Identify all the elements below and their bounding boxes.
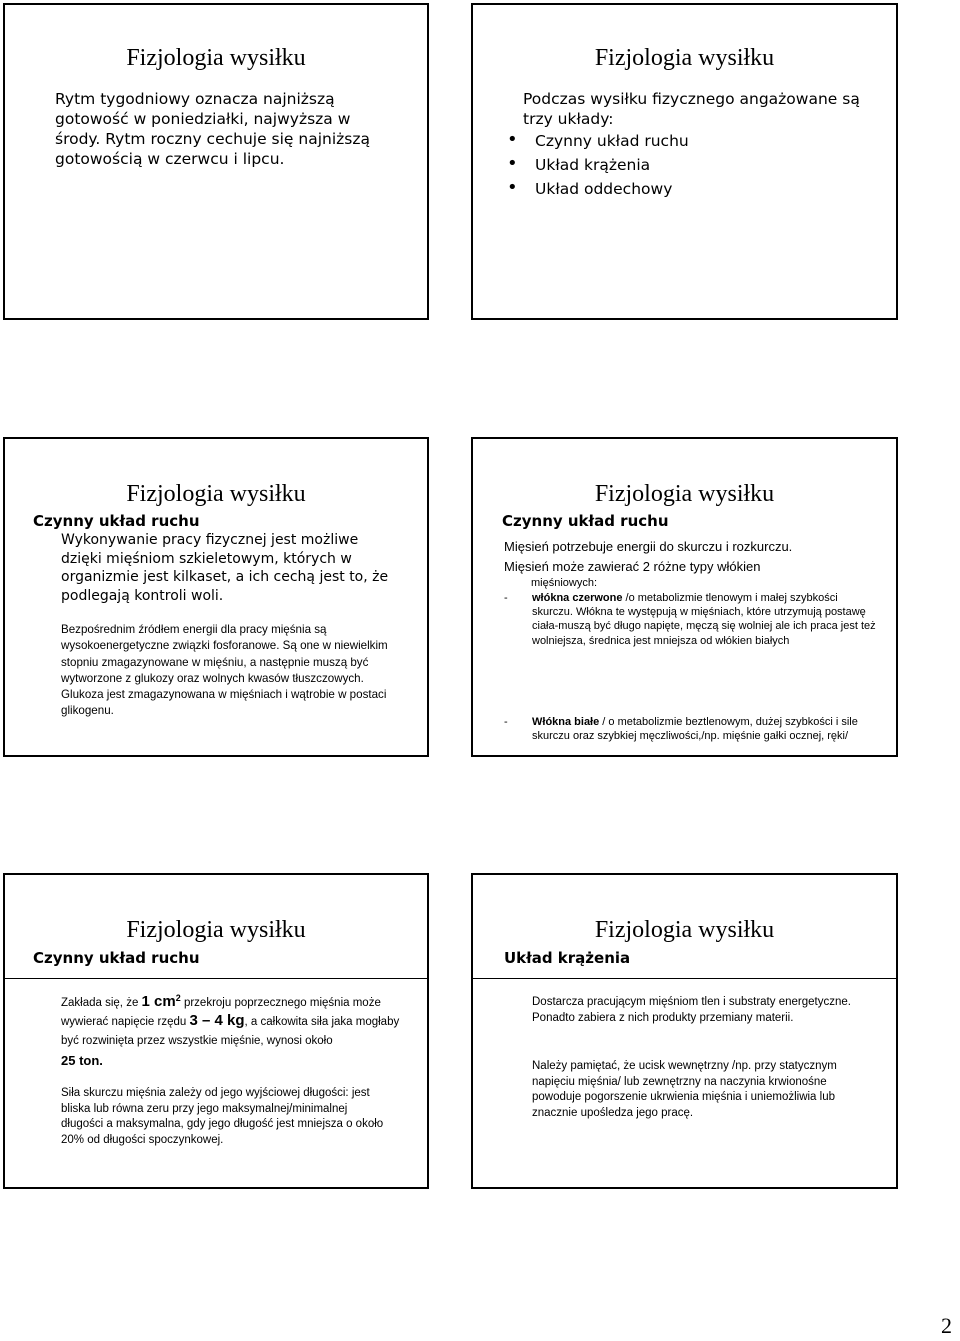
- text-span-bold: 25 ton.: [61, 1053, 103, 1069]
- slide-paragraph: [61, 989, 401, 1072]
- text-span-bold: 1 cm: [141, 992, 176, 1010]
- slide-2: [471, 3, 898, 320]
- list-item: • Układ oddechowy: [507, 180, 867, 198]
- fiber-type-description: /o metabolizmie tlenowym i małej szybkości skurczu. Włókna te występują w mięśniach, które utrzymują postawę ciała-muszą być długo napięte, męczą się wolniej ale ich praca jest też wolniejsza, średnica jest mniejsza od włókien białych: [532, 592, 876, 647]
- slide-title: Fizjologia wysiłku: [126, 45, 306, 71]
- dash-marker: -: [504, 592, 508, 604]
- fiber-type-white: [504, 715, 892, 743]
- slide-paragraph: Wykonywanie pracy fizycznej jest możliwe dzięki mięśniom szkieletowym, których w organizmie jest kilkaset, a ich cechą jest to, że podlegają kontroli woli.: [61, 532, 389, 604]
- slide-title: Fizjologia wysiłku: [594, 917, 775, 943]
- slide-subtitle: Czynny układ ruchu: [502, 512, 669, 530]
- slide-title: Fizjologia wysiłku: [126, 917, 306, 943]
- slide-5: [3, 873, 429, 1189]
- slide-title: Fizjologia wysiłku: [594, 481, 775, 507]
- divider-line: [5, 978, 427, 979]
- text-span: , a całkowita siła jaka mogłaby być rozwinięta przez wszystkie mięśnie, wynosi około: [61, 1016, 400, 1047]
- slide-text-line: Mięsień może zawierać 2 różne typy włókien: [504, 559, 761, 574]
- text-span-bold: 3 – 4 kg: [189, 1012, 245, 1030]
- slide-subtitle: Układ krążenia: [504, 949, 631, 967]
- slide-title: Fizjologia wysiłku: [126, 481, 306, 507]
- text-span: Zakłada się, że: [61, 996, 142, 1009]
- list-item: • Czynny układ ruchu: [507, 132, 867, 150]
- slide-text-line: Mięsień potrzebuje energii do skurczu i rozkurczu.: [504, 539, 793, 554]
- fiber-type-name: Włókna białe: [532, 715, 600, 728]
- text-span: przekroju poprzecznego mięśnia może wywierać napięcie rzędu: [61, 996, 381, 1029]
- slide-6: [471, 873, 898, 1189]
- fiber-type-description: / o metabolizmie beztlenowym, dużej szybkości i sile skurczu oraz szybkiej męczliwości,/np. mięśnie gałki ocznej, ręki/: [532, 715, 858, 743]
- slide-paragraph: Siła skurczu mięśnia zależy od jego wyjściowej długości: jest bliska lub równa zeru przy jego maksymalnej/minimalnej długości a maksymalna, gdy jego długość jest mniejsza o około 20% od długości spoczynkowej.: [61, 1087, 384, 1146]
- slide-paragraph: Należy pamiętać, że ucisk wewnętrzny /np. przy statycznym napięciu mięśnia/ lub zewnętrzny na naczynia krwionośne powoduje pogorszenie ukrwienia mięśnia i uniemożliwia lub znacznie upośledza jego pracę.: [532, 1060, 837, 1119]
- list-item: • Układ krążenia: [507, 156, 867, 174]
- slide-text-line: mięśniowych:: [531, 577, 598, 589]
- divider-line: [473, 978, 896, 979]
- fiber-type-name: włókna czerwone: [532, 592, 623, 604]
- slide-subtitle: Czynny układ ruchu: [33, 512, 200, 530]
- superscript: 2: [175, 993, 181, 1003]
- page-number: 2: [941, 1313, 952, 1338]
- slide-3: [3, 437, 429, 757]
- fiber-type-red: [504, 591, 877, 648]
- slide-subtitle: Czynny układ ruchu: [33, 949, 200, 967]
- dash-marker: -: [504, 715, 508, 728]
- slide-text: Rytm tygodniowy oznacza najniższą gotowość w poniedziałki, najwyższa w środy. Rytm roczny cechuje się najniższą gotowością w czerwcu i lipcu.: [55, 90, 370, 168]
- systems-list: [507, 132, 867, 204]
- slide-paragraph: Bezpośrednim źródłem energii dla pracy mięśnia są wysokoenergetyczne związki fosforanowe. Są one w niewielkim stopniu zmagazynowane w mięśniu, a następnie muszą być wytworzone z glukozy oraz wolnych kwasów tłuszczowych. Glukoza jest zmagazynowana w mięśniach i wątrobie w postaci glikogenu.: [61, 623, 388, 718]
- slide-title: Fizjologia wysiłku: [594, 45, 775, 71]
- slide-4: [471, 437, 898, 757]
- slide-1: [3, 3, 429, 320]
- slide-intro: Podczas wysiłku fizycznego angażowane są trzy układy:: [523, 90, 860, 128]
- slide-paragraph: Dostarcza pracującym mięśniom tlen i substraty energetyczne. Ponadto zabiera z nich produkty przemiany materii.: [532, 996, 851, 1024]
